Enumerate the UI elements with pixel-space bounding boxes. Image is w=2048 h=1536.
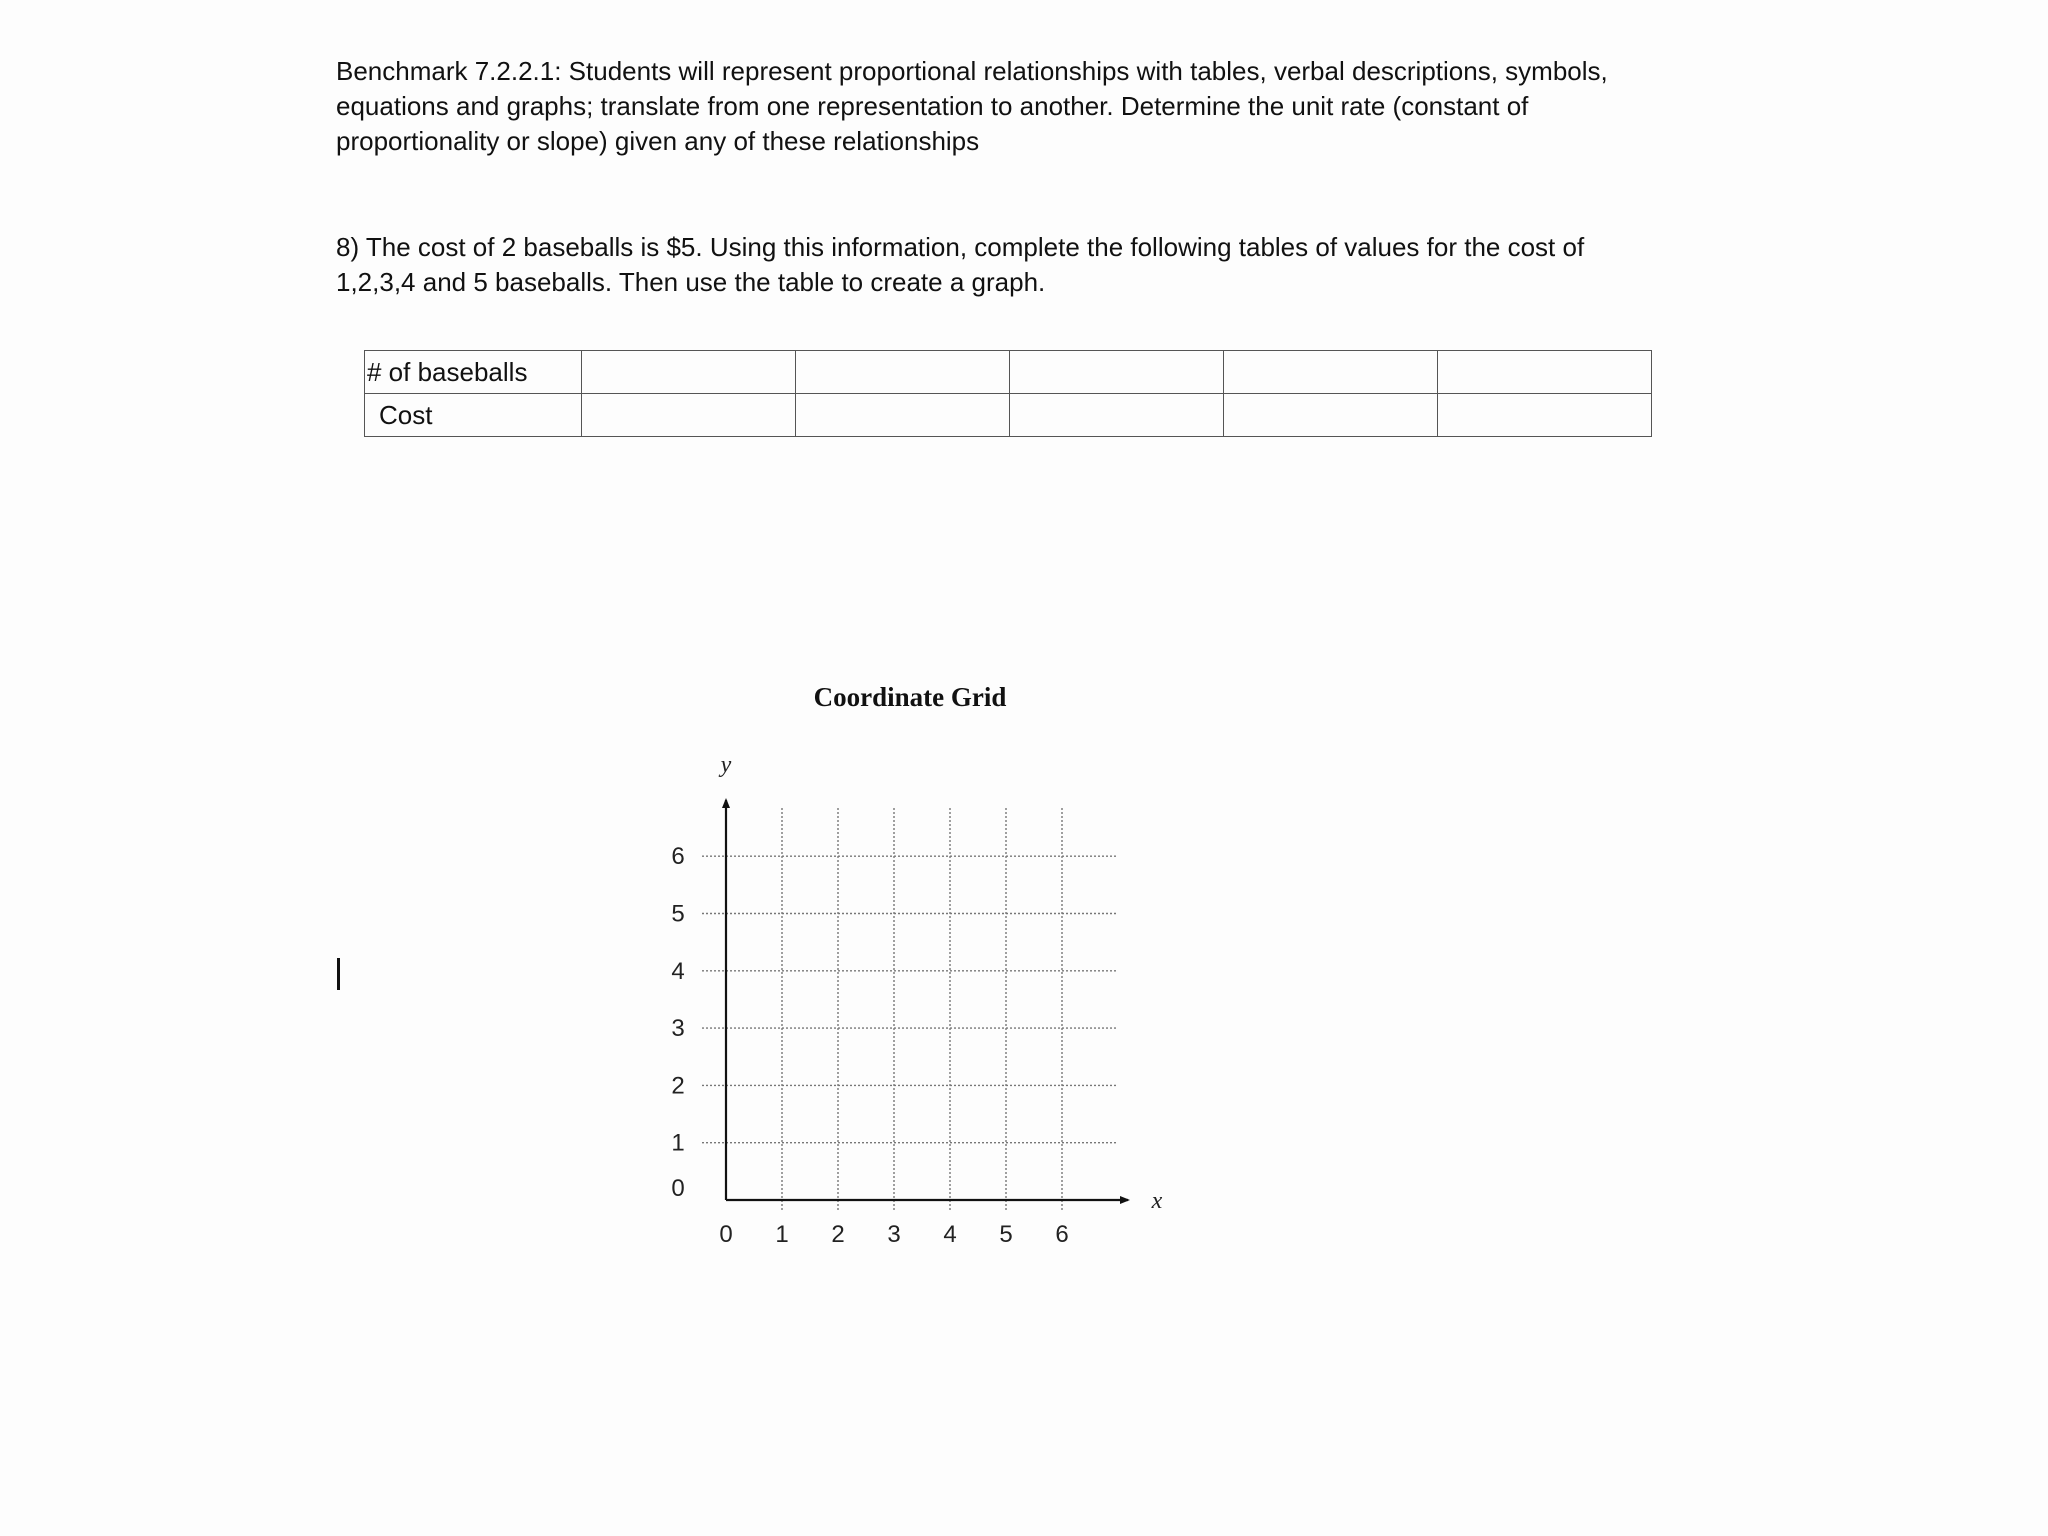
x-tick-label: 6	[1055, 1221, 1069, 1248]
tick-labels	[671, 843, 1068, 1248]
coordinate-grid	[640, 660, 1200, 1280]
y-tick-label: 4	[671, 957, 685, 985]
values-table	[364, 350, 1652, 437]
y-tick-label: 0	[671, 1175, 685, 1202]
blank-cell[interactable]	[1224, 394, 1438, 437]
blank-cell[interactable]	[582, 394, 796, 437]
row-header-baseballs: # of baseballs	[365, 351, 582, 394]
row-header-cost: Cost	[365, 394, 582, 437]
x-tick-label: 5	[999, 1221, 1013, 1248]
question-text: 8) The cost of 2 baseballs is $5. Using this information, complete the following tables of values for the cost of 1,2,3,4 and 5 baseballs. Then use the table to create a graph.	[336, 232, 1585, 297]
blank-cell[interactable]	[796, 394, 1010, 437]
grid-title: Coordinate Grid	[813, 682, 1007, 712]
x-tick-label: 0	[719, 1221, 733, 1248]
y-tick-label: 3	[671, 1015, 685, 1043]
blank-cell[interactable]	[582, 351, 796, 394]
table-row-cost	[365, 394, 1652, 437]
x-tick-label: 4	[943, 1221, 957, 1248]
y-tick-label: 6	[671, 843, 685, 871]
blank-cell[interactable]	[1010, 394, 1224, 437]
blank-cell[interactable]	[1224, 351, 1438, 394]
blank-cell[interactable]	[1438, 394, 1652, 437]
blank-cell[interactable]	[796, 351, 1010, 394]
y-tick-label: 1	[671, 1129, 685, 1157]
y-tick-label: 2	[671, 1072, 685, 1100]
blank-cell[interactable]	[1010, 351, 1224, 394]
benchmark-text: Benchmark 7.2.2.1: Students will represent proportional relationships with tables, verbal descriptions, symbols, equations and graphs; translate from one representation to another. Determine the unit rate (constant of proportionality or slope) given any of these relationships	[336, 56, 1608, 156]
table-row-baseballs	[365, 351, 1652, 394]
x-tick-label: 2	[831, 1221, 845, 1248]
text-cursor	[337, 958, 340, 990]
grid-lines	[702, 806, 1118, 1210]
x-tick-label: 1	[775, 1221, 789, 1248]
blank-cell[interactable]	[1438, 351, 1652, 394]
x-axis-label: x	[1151, 1188, 1163, 1214]
axes	[719, 752, 1163, 1214]
x-tick-label: 3	[887, 1221, 901, 1248]
y-axis-label: y	[720, 752, 732, 778]
y-tick-label: 5	[671, 900, 685, 928]
